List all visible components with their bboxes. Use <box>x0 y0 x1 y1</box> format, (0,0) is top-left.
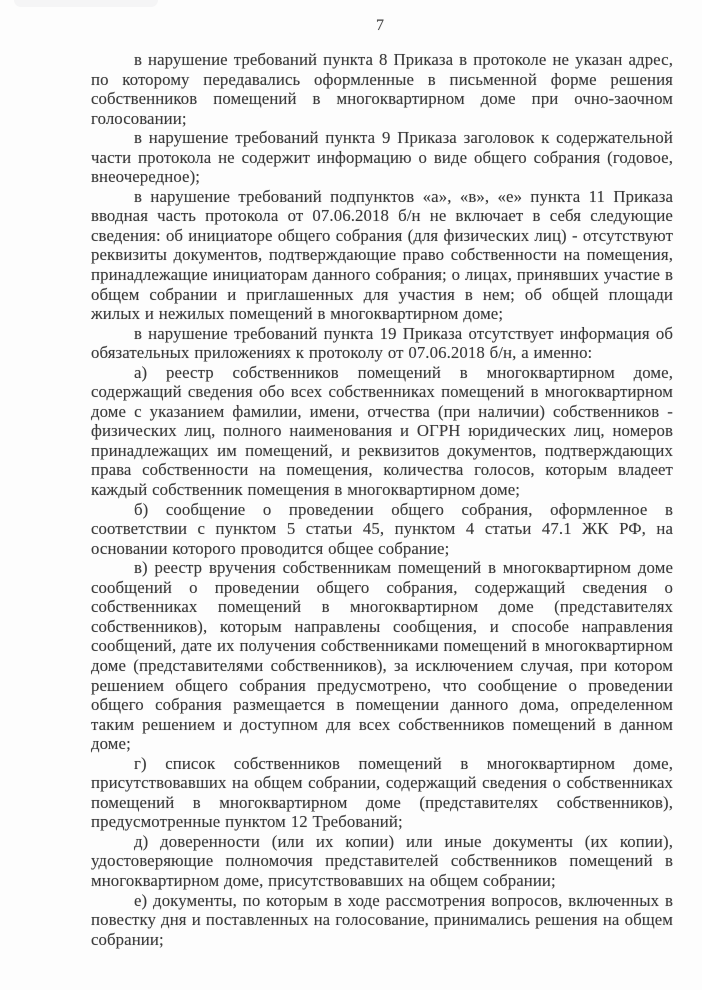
paragraph-annex-e: е) документы, по которым в ходе рассмотрения вопросов, включенных в повестку дня и поставленных на голосование, принимались решения на общем собрании; <box>91 890 673 949</box>
paragraph-annex-g: г) список собственников помещений в многоквартирном доме, присутствовавших на общем собрании, содержащий сведения о собственниках помещений в многоквартирном доме (представителях собственников), предусмотренные пунктом 12 Требований; <box>91 753 673 832</box>
paragraph-annex-b: б) сообщение о проведении общего собрания, оформленное в соответствии с пунктом 5 статьи 45, пунктом 4 статьи 47.1 ЖК РФ, на основании которого проводится общее собрание; <box>91 499 673 558</box>
paragraph-annex-d: д) доверенности (или их копии) или иные документы (их копии), удостоверяющие полномочия представителей собственников помещений в многоквартирном доме, присутствовавших на общем собрании; <box>91 831 673 890</box>
paragraph-violation-point-19: в нарушение требований пункта 19 Приказа отсутствует информация об обязательных приложениях к протоколу от 07.06.2018 б/н, а именно: <box>91 323 673 363</box>
paragraph-violation-point-9: в нарушение требований пункта 9 Приказа заголовок к содержательной части протокола не содержит информацию о виде общего собрания (годовое, внеочередное); <box>91 128 673 187</box>
paragraph-annex-v: в) реестр вручения собственникам помещений в многоквартирном доме сообщений о проведении общего собрания, содержащий сведения о собственниках помещений в многоквартирном доме (представителях собственников), которым направлены сообщения, и способе направления сообщений, дате их получения собственниками помещений в многоквартирном доме (представителями собственников), за исключением случая, при котором решением общего собрания предусмотрено, что сообщение о проведении общего собрания размещается в помещении данного дома, определенном таким решением и доступном для всех собственников помещений в данном доме; <box>91 558 673 754</box>
paragraph-violation-point-11: в нарушение требований подпунктов «а», «в», «е» пункта 11 Приказа вводная часть протокола от 07.06.2018 б/н не включает в себя следующие сведения: об инициаторе общего собрания (для физических лиц) - отсутствуют реквизиты документов, подтверждающие право собственности на помещения, принадлежащие инициаторам данного собрания; о лицах, принявших участие в общем собрании и приглашенных для участия в нем; об общей площади жилых и нежилых помещений в многоквартирном доме; <box>91 186 673 324</box>
scan-edge-artifact <box>14 0 158 7</box>
paragraph-annex-a: а) реестр собственников помещений в многоквартирном доме, содержащий сведения обо всех собственниках помещений в многоквартирном доме с указанием фамилии, имени, отчества (при наличии) собственников - физических лиц, полного наименования и ОГРН юридических лиц, номеров принадлежащих им помещений, и реквизитов документов, подтверждающих права собственности на помещения, количества голосов, которым владеет каждый собственник помещения в многоквартирном доме; <box>91 362 673 500</box>
paragraph-violation-point-8: в нарушение требований пункта 8 Приказа в протоколе не указан адрес, по которому передавались оформленные в письменной форме решения собственников помещений в многоквартирном доме при очно-заочном голосовании; <box>91 50 673 128</box>
document-body <box>91 50 673 949</box>
page-number: 7 <box>376 17 384 34</box>
